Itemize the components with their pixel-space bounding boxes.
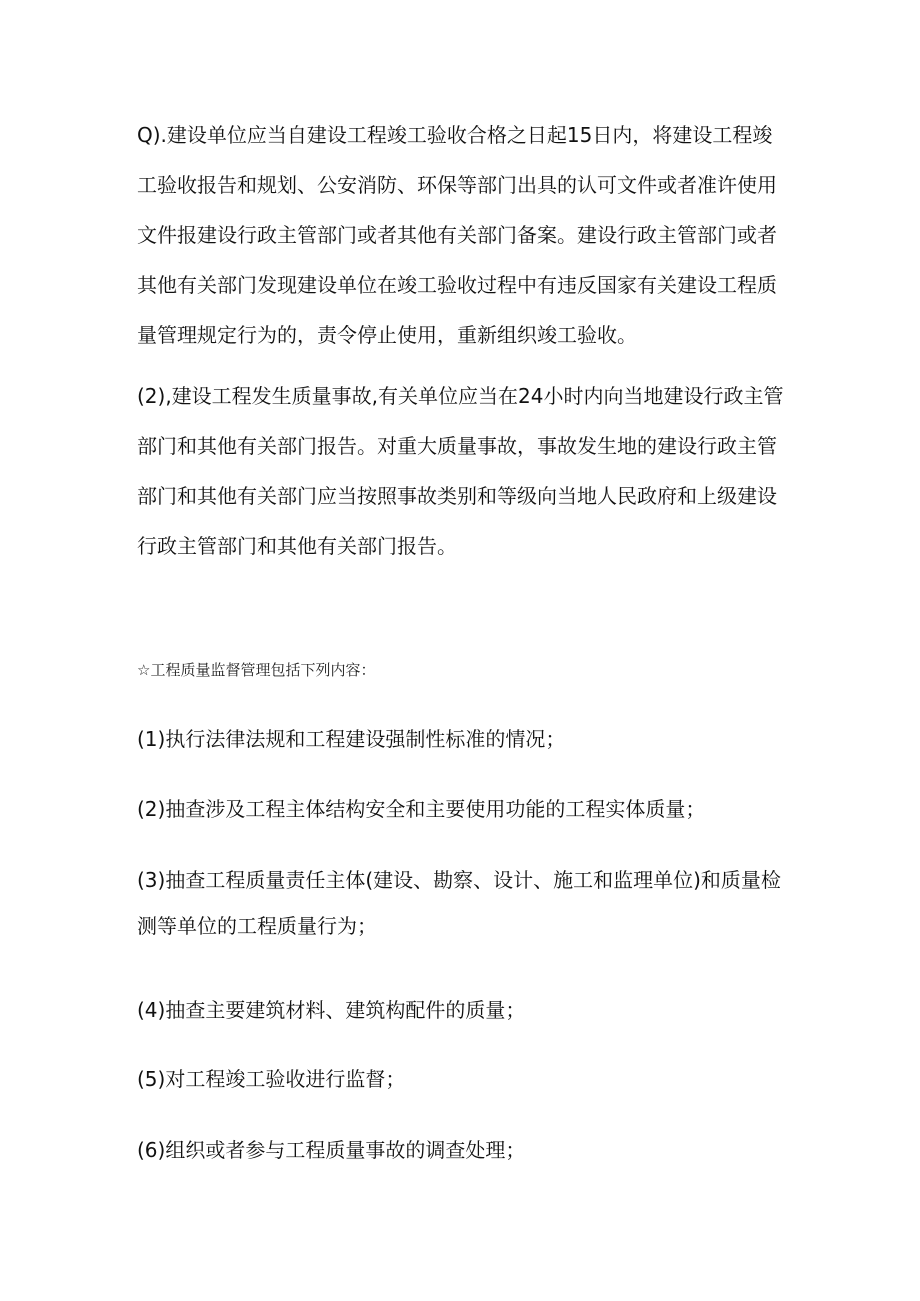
list-item: (2)抽查涉及工程主体结构安全和主要使用功能的工程实体质量； — [137, 797, 706, 821]
section-heading-text: 工程质量监督管理包括下列内容： — [150, 661, 376, 679]
paragraph-quality-accident-report: (2),建设工程发生质量事故,有关单位应当在24小时内向当地建设行政主管部门和其他有关部门报告。对重大质量事故，事故发生地的建设行政主管部门和其他有关部门应当按照事故类别和等级向当地人民政府和上级建设行政主管部门和其他有关部门报告。 — [137, 384, 784, 558]
list-item: (3)抽查工程质量责任主体(建设、勘察、设计、施工和监理单位)和质量检测等单位的工程质量行为； — [137, 868, 781, 938]
list-item: (4)抽查主要建筑材料、建筑构配件的质量； — [137, 998, 526, 1022]
section-heading — [137, 657, 375, 683]
list-item: (6)组织或者参与工程质量事故的调查处理； — [137, 1138, 526, 1162]
list-item: (1)执行法律法规和工程建设强制性标准的情况； — [137, 727, 566, 751]
paragraph-completion-filing: Q).建设单位应当自建设工程竣工验收合格之日起15日内，将建设工程竣工验收报告和规划、公安消防、环保等部门出具的认可文件或者准许使用文件报建设行政主管部门或者其他有关部门备案。建设行政主管部门或者其他有关部门发现建设单位在竣工验收过程中有违反国家有关建设工程质量管理规定行为的，责令停止使用，重新组织竣工验收。 — [137, 123, 777, 347]
star-icon: ☆ — [137, 661, 151, 679]
list-item: (5)对工程竣工验收进行监督； — [137, 1067, 406, 1091]
